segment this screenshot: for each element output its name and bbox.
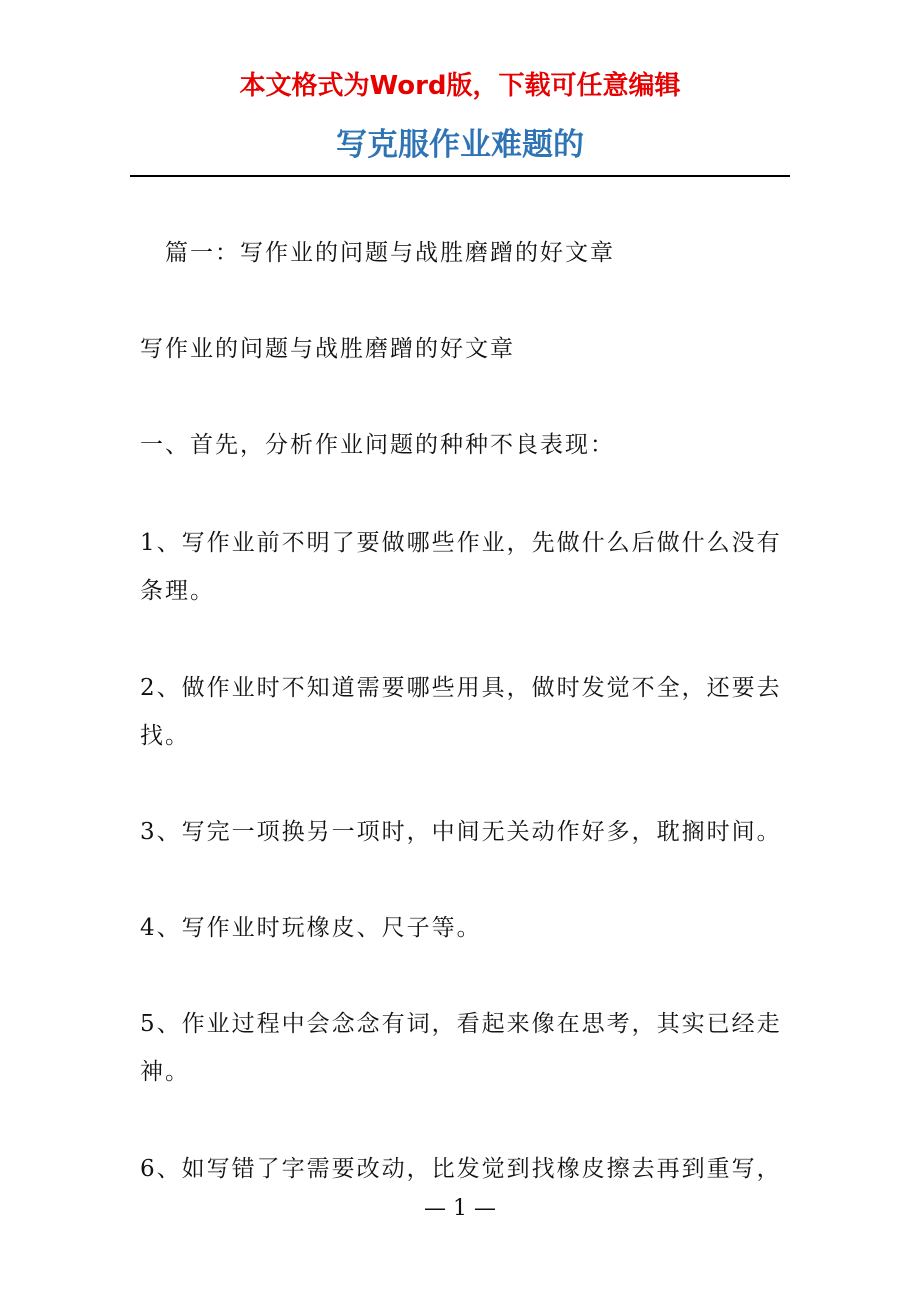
list-item: 1、写作业前不明了要做哪些作业，先做什么后做什么没有条理。 bbox=[140, 530, 782, 604]
list-item: 5、作业过程中会念念有词，看起来像在思考，其实已经走神。 bbox=[140, 1011, 782, 1085]
section-heading: 篇一：写作业的问题与战胜磨蹭的好文章 bbox=[165, 240, 615, 266]
list-item: 2、做作业时不知道需要哪些用具，做时发觉不全，还要去找。 bbox=[140, 675, 782, 749]
document-title: 写克服作业难题的 bbox=[336, 127, 584, 163]
list-item: 6、如写错了字需要改动，比发觉到找橡皮擦去再到重写， bbox=[140, 1156, 782, 1182]
title-divider bbox=[130, 175, 790, 177]
page-number: — 1 — bbox=[424, 1196, 496, 1221]
article-title: 写作业的问题与战胜磨蹭的好文章 bbox=[140, 336, 515, 362]
list-item: 3、写完一项换另一项时，中间无关动作好多，耽搁时间。 bbox=[140, 819, 782, 845]
word-format-banner: 本文格式为Word版，下载可任意编辑 bbox=[239, 71, 681, 101]
point-one-heading: 一、首先，分析作业问题的种种不良表现： bbox=[140, 432, 615, 458]
list-item: 4、写作业时玩橡皮、尺子等。 bbox=[140, 915, 482, 941]
